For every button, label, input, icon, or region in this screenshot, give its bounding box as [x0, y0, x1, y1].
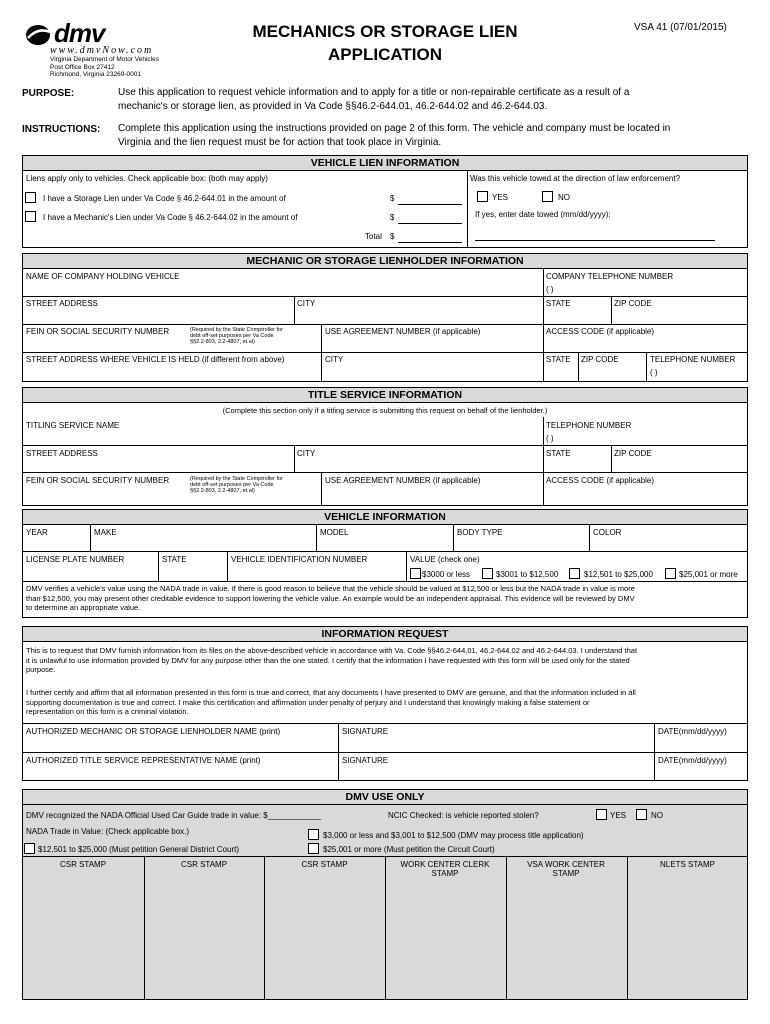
total-amount-field[interactable] [398, 242, 462, 243]
company-phone-label: COMPANY TELEPHONE NUMBER [546, 272, 674, 281]
trade-in-label: NADA Trade in Value: (Check applicable box.) [26, 827, 190, 836]
towed-no-label: NO [558, 193, 570, 202]
value-3000-checkbox[interactable] [410, 568, 421, 579]
company-name-label: NAME OF COMPANY HOLDING VEHICLE [26, 272, 180, 281]
lien-access-code-label: ACCESS CODE (if applicable) [546, 327, 655, 336]
instructions-label: INSTRUCTIONS: [22, 124, 101, 135]
csr-stamp-3: CSR STAMP [301, 860, 348, 869]
titling-access-code-label: ACCESS CODE (if applicable) [546, 476, 655, 485]
opt-25001-label: $25,001 or more (Must petition the Circuit Court) [323, 845, 495, 854]
value-3000-label: $3000 or less [422, 570, 471, 579]
logo-url: www.dmvNow.com [50, 45, 154, 56]
storage-dollar: $ [390, 194, 395, 203]
titling-phone-label: TELEPHONE NUMBER [546, 421, 632, 430]
year-label: YEAR [26, 528, 48, 537]
lienholder-heading: MECHANIC OR STORAGE LIENHOLDER INFORMATION [22, 253, 748, 269]
titling-fein-label: FEIN OR SOCIAL SECURITY NUMBER [26, 476, 170, 485]
model-label: MODEL [320, 528, 349, 537]
opt-12500-checkbox[interactable] [308, 829, 319, 840]
mechanic-signature-label: SIGNATURE [342, 727, 389, 736]
agency-address: Virginia Department of Motor Vehicles Post Office Box 27412 Richmond, Virginia 23269-0001 [50, 56, 159, 78]
title-service-note: (Complete this section only if a titling service is submitting this request on behalf of the lienholder.) [222, 406, 548, 415]
body-type-label: BODY TYPE [457, 528, 503, 537]
value-25001-label: $25,001 or more [679, 570, 738, 579]
form-title: MECHANICS OR STORAGE LIEN APPLICATION [252, 22, 518, 64]
title-service-date-label: DATE(mm/dd/yyyy) [658, 756, 727, 765]
value-12500-label: $3001 to $12,500 [496, 570, 559, 579]
lien-intro: Liens apply only to vehicles. Check applicable box: (both may apply) [26, 174, 268, 183]
titling-use-agreement-label: USE AGREEMENT NUMBER (if applicable) [325, 476, 481, 485]
lien-zip-label: ZIP CODE [614, 299, 652, 308]
color-label: COLOR [593, 528, 622, 537]
titling-zip-label: ZIP CODE [614, 449, 652, 458]
mechanic-lien-label: I have a Mechanic's Lien under Va Code § 46.2-644.02 in the amount of [43, 213, 298, 222]
info-request-paragraph-2: I further certify and affirm that all information presented in this form is true and correct, that any documents I have presented to DMV are genuine, and that the information included in all supporting documentation is true and correct. I make this certification and affirmation under penalty of perjury and I understand that knowingly making a false statement or representation on this form is a criminal violation. [26, 688, 636, 716]
plate-state-label: STATE [162, 555, 187, 564]
held-zip-label: ZIP CODE [581, 355, 619, 364]
titling-state-label: STATE [546, 449, 571, 458]
value-25000-checkbox[interactable] [569, 568, 580, 579]
ncic-label: NCIC Checked: is vehicle reported stolen? [388, 811, 539, 820]
towed-question: Was this vehicle towed at the direction of law enforcement? [470, 174, 681, 183]
held-telephone-label: TELEPHONE NUMBER [650, 355, 736, 364]
vehicle-lien-heading: VEHICLE LIEN INFORMATION [22, 155, 748, 171]
vsa-work-center-stamp: VSA WORK CENTER STAMP [527, 860, 605, 878]
stolen-no-checkbox[interactable] [636, 809, 647, 820]
vehicle-info-heading: VEHICLE INFORMATION [22, 509, 748, 525]
mechanic-lien-checkbox[interactable] [25, 211, 36, 222]
lien-use-agreement-label: USE AGREEMENT NUMBER (if applicable) [325, 327, 481, 336]
auth-mechanic-name-label: AUTHORIZED MECHANIC OR STORAGE LIENHOLDER NAME (print) [26, 727, 281, 736]
vin-label: VEHICLE IDENTIFICATION NUMBER [231, 555, 368, 564]
csr-stamp-1: CSR STAMP [59, 860, 107, 869]
lienholder-section [22, 268, 748, 382]
purpose-text: Use this application to request vehicle information and to apply for a title or non-repairable certificate as a result of a mechanic's or storage lien, as provided in Va Code §§46.2-644.01, 46.2-644.02 and 46.2-644.03. [118, 87, 630, 112]
csr-stamp-2: CSR STAMP [180, 860, 228, 869]
held-city-label: CITY [325, 355, 344, 364]
total-dollar: $ [390, 232, 395, 241]
nlets-stamp: NLETS STAMP [660, 860, 715, 869]
purpose-label: PURPOSE: [22, 88, 75, 99]
logo-text: dmv [54, 18, 105, 48]
titling-service-name-label: TITLING SERVICE NAME [26, 421, 120, 430]
towed-date-field[interactable] [475, 240, 715, 241]
opt-25001-checkbox[interactable] [308, 843, 319, 854]
value-12500-checkbox[interactable] [482, 568, 493, 579]
storage-lien-checkbox[interactable] [25, 192, 36, 203]
dmv-swoosh-icon [24, 23, 52, 47]
plate-label: LICENSE PLATE NUMBER [26, 555, 125, 564]
instructions-text: Complete this application using the instructions provided on page 2 of this form. The vehicle and company must be located in Virginia and the lien request must be for action that took place in Virginia. [118, 123, 671, 148]
opt-25000-label: $12,501 to $25,000 (Must petition General District Court) [38, 845, 239, 854]
value-label: VALUE (check one) [410, 555, 480, 564]
form-number: VSA 41 (07/01/2015) [634, 22, 727, 33]
title-service-heading: TITLE SERVICE INFORMATION [22, 387, 748, 403]
value-note: DMV verifies a vehicle's value using the NADA trade in value. If there is good reason to believe that the vehicle should be valued at $12,500 or less but the NADA trade in value is more than $12,500, you may present other creditable evidence to support lowering the vehicle value. An example would be an independent appraisal. This evidence will be reviewed by DMV to determine an appropriate value. [26, 584, 635, 612]
titling-fein-note: (Required by the State Comptroller for debt off-set purposes per Va Code §§2.2-803, 2.2-4807, et.al) [190, 476, 283, 494]
opt-25000-checkbox[interactable] [24, 843, 35, 854]
held-address-label: STREET ADDRESS WHERE VEHICLE IS HELD (if different from above) [26, 355, 285, 364]
towed-date-label: If yes, enter date towed (mm/dd/yyyy): [475, 210, 611, 219]
value-25000-label: $12,501 to $25,000 [584, 570, 653, 579]
lien-fein-label: FEIN OR SOCIAL SECURITY NUMBER [26, 327, 170, 336]
auth-title-service-name-label: AUTHORIZED TITLE SERVICE REPRESENTATIVE NAME (print) [26, 756, 261, 765]
mechanic-dollar: $ [390, 213, 395, 222]
towed-yes-label: YES [492, 193, 509, 202]
make-label: MAKE [94, 528, 117, 537]
towed-yes-checkbox[interactable] [477, 191, 488, 202]
stolen-yes-label: YES [610, 811, 627, 820]
titling-phone-paren: ( ) [546, 434, 554, 443]
towed-no-checkbox[interactable] [542, 191, 553, 202]
info-request-heading: INFORMATION REQUEST [22, 626, 748, 642]
opt-12500-label: $3,000 or less and $3,001 to $12,500 (DMV may process title application) [323, 831, 584, 840]
info-request-paragraph-1: This is to request that DMV furnish information from its files on the above-described vehicle in accordance with Va. Code §§46.2-644.01, 46.2-644.02 and 46.2-644.03. I understand that it is unlawful to use information provided by DMV for any purpose other than the one stated. I certify that the information I have requested with this form will be used only for the stated purpose. [26, 646, 638, 674]
nada-value-label: DMV recognized the NADA Official Used Car Guide trade in value: $____________ [26, 811, 322, 820]
company-phone-paren: ( ) [546, 285, 554, 294]
lien-fein-note: (Required by the State Comptroller for debt off-set purposes per Va Code §§2.2-803, 2.2-4807, et.al) [190, 327, 283, 345]
value-25001-checkbox[interactable] [665, 568, 676, 579]
total-label: Total [365, 232, 382, 241]
storage-amount-field[interactable] [398, 204, 462, 205]
lien-city-label: CITY [297, 299, 316, 308]
stolen-yes-checkbox[interactable] [596, 809, 607, 820]
dmv-logo [24, 20, 184, 82]
lien-street-label: STREET ADDRESS [26, 299, 98, 308]
storage-lien-label: I have a Storage Lien under Va Code § 46.2-644.01 in the amount of [43, 194, 286, 203]
stolen-no-label: NO [651, 811, 663, 820]
titling-street-label: STREET ADDRESS [26, 449, 98, 458]
title-service-signature-label: SIGNATURE [342, 756, 389, 765]
titling-city-label: CITY [297, 449, 316, 458]
held-telephone-paren: ( ) [650, 368, 658, 377]
lien-state-label: STATE [546, 299, 571, 308]
held-state-label: STATE [546, 355, 571, 364]
mechanic-date-label: DATE(mm/dd/yyyy) [658, 727, 727, 736]
work-center-clerk-stamp: WORK CENTER CLERK STAMP [400, 860, 490, 878]
dmv-use-heading: DMV USE ONLY [22, 789, 748, 805]
mechanic-amount-field[interactable] [398, 223, 462, 224]
